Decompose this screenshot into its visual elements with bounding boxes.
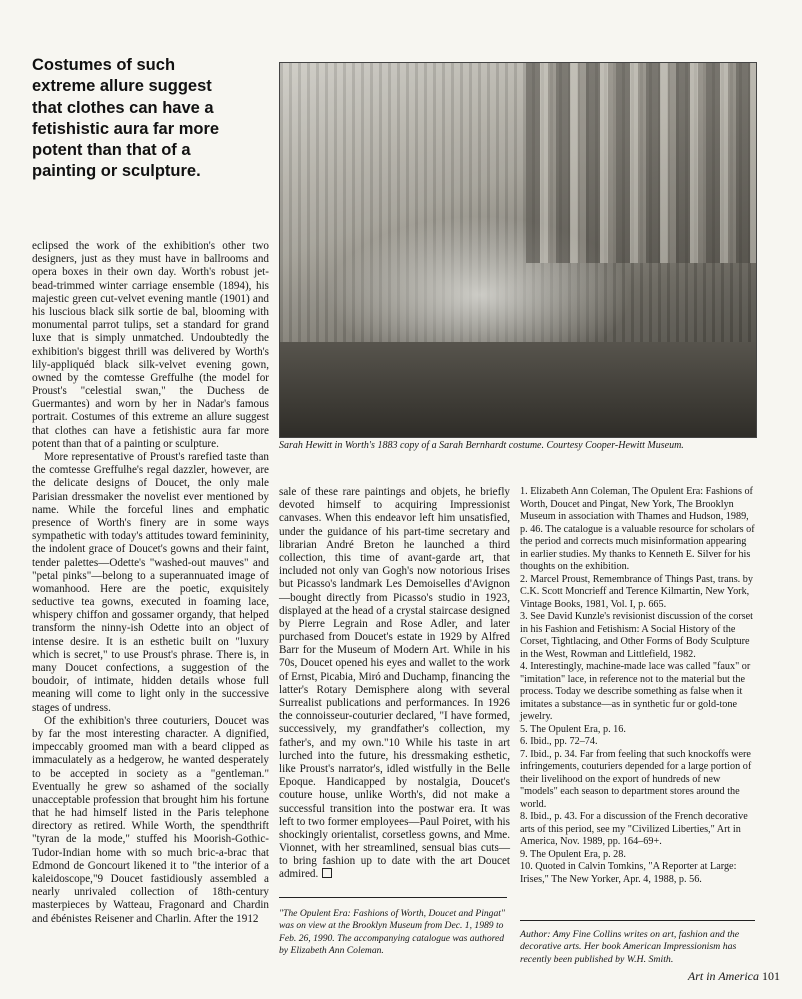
paragraph: sale of these rare paintings and objets, he briefly devoted himself to acquiring Impressionist canvases. When this endeavor left him unsatisfied, under the guidance of his part-time secretary and librarian André Breton he launched a third collection, this time of avant-garde art, that included not only van Gogh's now notorious Irises but Picasso's landmark Les Demoiselles d'Avignon—bought directly from Picasso's studio in 1923, displayed at the head of a crystal staircase designed by Pierre Legrain and Rose Adler, and later purchased from Doucet's estate in 1929 by Alfred Barr for the Museum of Modern Art. While in his 70s, Doucet opened his eyes and wallet to the work of Ernst, Picabia, Miró and Duchamp, financing the latter's Rotary Demisphere along with several Surrealist publications and performances. In 1926 the connoisseur-couturier declared, "I have formed, successively, my grandfather's collection, my father's, and my own."10 While his taste in art lurched into the future, his dressmaking esthetic, like Proust's narrator's, idled wistfully in the Belle Epoque. Handicapped by nostalgia, Doucet's couture house, unlike Worth's, did not make a successful transition into the postwar era. It was left to two former employees—Paul Poiret, with his shockingly orientalist, corsetless gowns, and Mme. Vionnet, with her streamlined, sensual bias cuts—to bring fashion up to date with the art Doucet admired. — [279, 486, 510, 881]
note-item: 9. The Opulent Era, p. 28. — [520, 848, 626, 860]
page-number: 101 — [762, 969, 780, 983]
note-item: 7. Ibid., p. 34. Far from feeling that such knockoffs were infringements, couturiers depended for a large portion of their livelihood on the export of hundreds of new "models" each season to department stores around the world. — [520, 748, 752, 810]
photograph — [279, 62, 757, 438]
note-item: 4. Interestingly, machine-made lace was called "faux" or "imitation" lace, in reference not to the material but the process. Today we describe something as false when it imitates a substance—as in synthetic fur or gold-tone jewelry. — [520, 661, 751, 722]
end-mark-icon — [322, 868, 332, 878]
body-column-1 — [32, 240, 269, 926]
photo-caption: Sarah Hewitt in Worth's 1883 copy of a Sarah Bernhardt costume. Courtesy Cooper-Hewitt Museum. — [279, 440, 684, 451]
body-column-2 — [279, 486, 510, 882]
pull-quote: Costumes of such extreme allure suggest that clothes can have a fetishistic aura far more potent than that of a painting or sculpture. — [32, 56, 220, 181]
exhibition-credit: "The Opulent Era: Fashions of Worth, Doucet and Pingat" was on view at the Brooklyn Museum from Dec. 1, 1989 to Feb. 26, 1990. The accompanying catalogue was authored by Elizabeth Ann Coleman. — [279, 908, 505, 956]
note-item: 10. Quoted in Calvin Tomkins, "A Reporter at Large: Irises," The New Yorker, Apr. 4, 1988, p. 56. — [520, 861, 737, 885]
note-item: 8. Ibid., p. 43. For a discussion of the French decorative arts of this period, see my "Civilized Liberties," Art in America, Nov. 1989, pp. 164–69+. — [520, 811, 748, 847]
page-footer — [688, 969, 780, 984]
paragraph: More representative of Proust's rarefied taste than the comtesse Greffulhe's regal dazzler, however, are the delicate designs of Doucet, the only male Parisian dressmaker the novelist ever mentioned by name. While the forceful lines and emphatic presence of Worth's finery are in some ways sympathetic with today's attitudes toward femininity, the indolent grace of Doucet's gowns and their faint, tender palettes—Odette's "washed-out mauves" and "petal pinks"—belong to a superannuated image of womanhood. Here are the poetic, exquisitely seductive tea gowns, executed in foaming lace, whispery chiffon and gossamer organdy, that helped transform the ninny-ish Odette into an object of intense desire. It is an esthetic built on "luxury which is secret," to use Proust's phrase. There is, in many Doucet confections, a suggestion of the boudoir, of intimate, hidden details whose full meaning will come to light only in the successive stages of undress. — [32, 451, 269, 714]
paragraph: Of the exhibition's three couturiers, Doucet was by far the most interesting character. A dignified, impeccably groomed man with a beard clipped as immaculately as a hedgerow, he wanted desperately to be accepted in society as a "gentleman." Eventually he grew so ashamed of the socially unacceptable profession that brought him his fortune that he had himself listed in the Paris telephone directory as retired. While Worth, the spendthrift "tyran de la mode," stuffed his Moorish-Gothic-Tudor-Indian home with so much bric-a-brac that Edmond de Goncourt likened it to "the interior of a kaleidoscope,"9 Doucet fastidiously assembled a nearly unrivaled collection of 18th-century masterpieces by Watteau, Fragonard and Chardin and ébénistes Reisener and Charlin. After the 1912 — [32, 714, 269, 925]
magazine-name: Art in America — [687, 969, 759, 983]
notes-column — [520, 486, 755, 886]
note-item: 5. The Opulent Era, p. 16. — [520, 723, 626, 735]
author-note: Author: Amy Fine Collins writes on art, fashion and the decorative arts. Her book American Impressionism has recently been published by W.H. Smith. — [520, 929, 740, 965]
credit-rule — [279, 897, 507, 898]
paragraph: eclipsed the work of the exhibition's other two designers, just as they must have in ballrooms and opera boxes in their own day. Worth's robust jet-bead-trimmed winter carriage ensemble (1894), his majestic green cut-velvet evening mantle (1901) and his luscious black silk sortie de bal, blooming with monumental parrot tulips, set a standard for grand luxe that is simply unmatched. Undoubtedly the exhibition's biggest thrill was delivered by Worth's lily-appliquéd black silk-velvet evening gown, owned by the comtesse Greffulhe (the model for Proust's "celestial swan," the Duchess de Guermantes) and worn by her in Nadar's famous portrait. Costumes of this extreme an allure suggest that clothes can have a fetishistic aura far more potent than that of a painting or sculpture. — [32, 240, 269, 450]
author-rule — [520, 920, 755, 921]
note-item: 2. Marcel Proust, Remembrance of Things Past, trans. by C.K. Scott Moncrieff and Terence Kilmartin, New York, Vintage Books, 1981, Vol. I, p. 665. — [520, 573, 753, 610]
note-item: 1. Elizabeth Ann Coleman, The Opulent Era: Fashions of Worth, Doucet and Pingat, New York, The Brooklyn Museum in association with Thames and Hudson, 1989, p. 46. The catalogue is a valuable resource for scholars of the period and corrects much misinformation appearing in earlier studies. My thanks to Kenneth E. Silver for his thoughts on the exhibition. — [520, 486, 755, 572]
note-item: 3. See David Kunzle's revisionist discussion of the corset in his Fashion and Fetishism: A Social History of the Corset, Tightlacing, and Other Forms of Body Sculpture in the West, Rowman and Littlefield, 1982. — [520, 611, 753, 660]
photo-cushions — [280, 342, 756, 437]
photo-drapery — [526, 63, 756, 263]
note-item: 6. Ibid., pp. 72–74. — [520, 736, 598, 747]
